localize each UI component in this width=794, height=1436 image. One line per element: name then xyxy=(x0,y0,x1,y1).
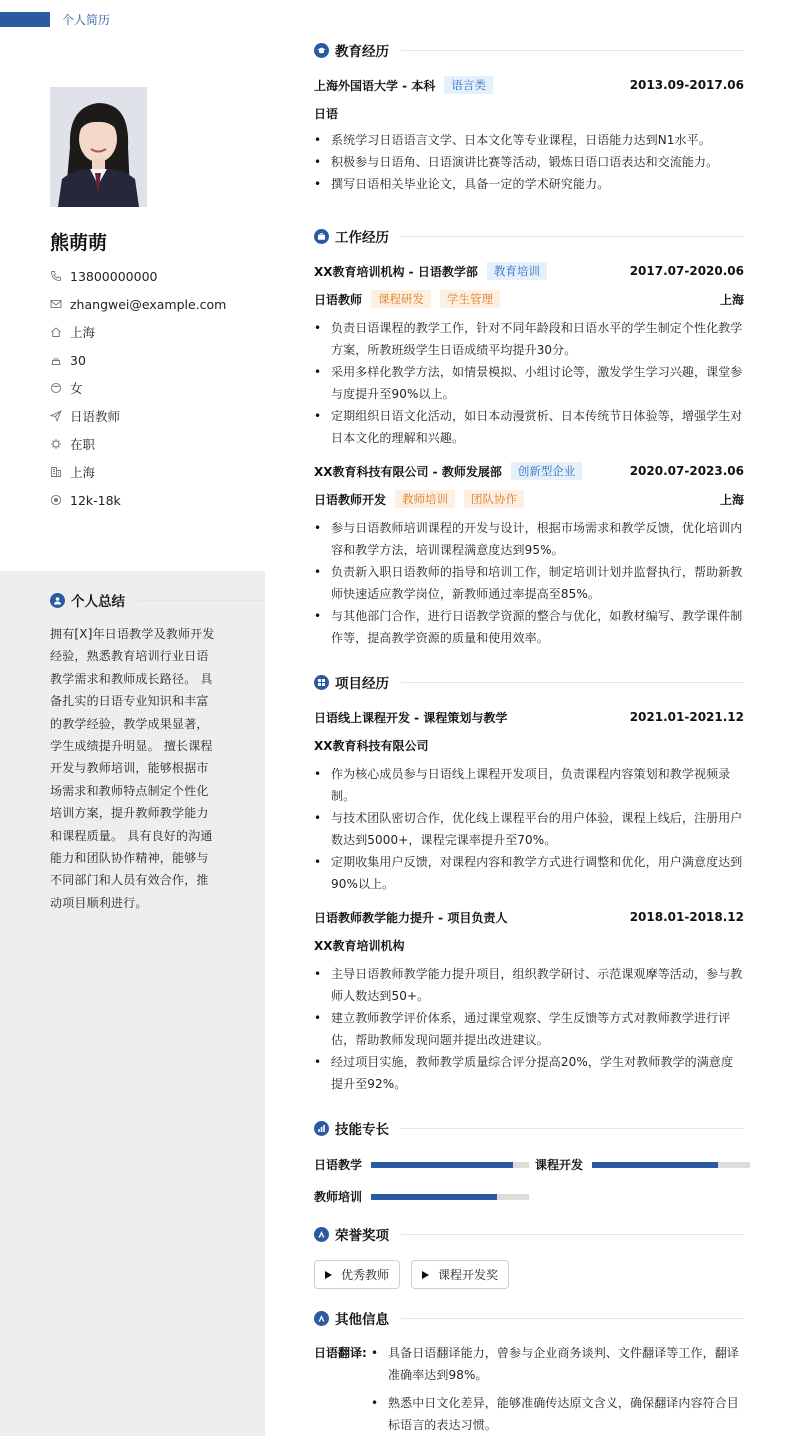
briefcase-icon xyxy=(314,229,329,244)
city-icon xyxy=(50,466,62,478)
skill-bar-track xyxy=(371,1194,529,1200)
gender-icon xyxy=(50,382,62,394)
info-phone-text: 13800000000 xyxy=(70,268,158,284)
info-phone xyxy=(50,262,260,290)
education-title: 教育经历 xyxy=(335,44,389,60)
project-2-header xyxy=(314,903,744,931)
work-heading xyxy=(314,226,744,246)
info-gender xyxy=(50,374,260,402)
skill-name: 教师培训 xyxy=(314,1190,363,1204)
info-email-text: zhangwei@example.com xyxy=(70,296,227,312)
job-1 xyxy=(314,257,744,449)
school-tag: 语言类 xyxy=(444,76,493,94)
list-item: • 采用多样化教学方法，如情景模拟、小组讨论等，激发学生学习兴趣，课堂参与度提升至90%以上。 xyxy=(314,361,744,405)
project-2-bullets xyxy=(314,963,744,1095)
info-age xyxy=(50,346,260,374)
list-item: • 参与日语教师培训课程的开发与设计，根据市场需求和教学反馈，优化培训内容和教学方法，培训课程满意度达到95%。 xyxy=(314,517,744,561)
awards-divider xyxy=(401,1234,744,1235)
info-status xyxy=(50,430,260,458)
send-icon xyxy=(50,410,62,422)
list-item: • 经过项目实施，教师教学质量综合评分提高20%，学生对教师教学的满意度提升至92%。 xyxy=(314,1051,744,1095)
job-1-tag: 教育培训 xyxy=(487,262,547,280)
skill-bar-fill xyxy=(371,1194,497,1200)
other-label: 日语翻译: xyxy=(314,1346,367,1360)
awards-title: 荣誉奖项 xyxy=(335,1228,389,1244)
info-age-text: 30 xyxy=(70,352,86,368)
work-divider xyxy=(401,236,744,237)
other-title: 其他信息 xyxy=(335,1312,389,1328)
age-icon xyxy=(50,354,62,366)
projects-divider xyxy=(401,682,744,683)
skill-bar-track xyxy=(371,1162,529,1168)
list-item: • 建立教师教学评价体系，通过课堂观察、学生反馈等方式对教师教学进行评估，帮助教师发现问题并提出改进建议。 xyxy=(314,1007,744,1051)
job-2-skill-tag: 教师培训 xyxy=(395,490,455,508)
info-salary xyxy=(50,486,260,514)
info-city xyxy=(50,458,260,486)
list-item: • 负责新入职日语教师的指导和培训工作，制定培训计划并监督执行，帮助新教师快速适应教学岗位，新教师通过率提高至85%。 xyxy=(314,561,744,605)
project-1-header xyxy=(314,703,744,731)
job-1-skill-tag: 学生管理 xyxy=(440,290,500,308)
award-chip[interactable] xyxy=(314,1260,400,1289)
list-item: • 主导日语教师教学能力提升项目，组织教学研讨、示范课观摩等活动，参与教师人数达到50+。 xyxy=(314,963,744,1007)
summary-heading xyxy=(50,590,265,610)
project-2-org-row xyxy=(314,931,744,959)
work-section xyxy=(314,226,744,649)
education-major-row xyxy=(314,99,744,127)
project-1-org-row xyxy=(314,731,744,759)
info-gender-text: 女 xyxy=(70,381,83,396)
skill-bar-fill xyxy=(371,1162,513,1168)
summary-text: 拥有[X]年日语教学及教师开发经验，熟悉教育培训行业日语教学需求和教师成长路径。 具备扎实的日语专业知识和丰富的教学经验，教学成果显著，学生成绩提升明显。 擅长课程开发与教师培训，能够根据市场需求和教师特点制定个性化培训方案，提升教师教学能力和课程质量。 具有良好的沟通能力和团队协作精神，能够与不同部门和人员有效合作，推动项目顺利进行。 xyxy=(50,627,215,910)
salary-icon xyxy=(50,494,62,506)
education-period: 2013.09-2017.06 xyxy=(629,78,744,92)
info-icon xyxy=(314,1311,329,1326)
skill-name: 课程开发 xyxy=(535,1158,584,1172)
job-2-header xyxy=(314,457,744,485)
project-2 xyxy=(314,903,744,1095)
job-2-skill-tag: 团队协作 xyxy=(464,490,524,508)
skill-item xyxy=(314,1156,529,1173)
project-2-org: XX教育培训机构 xyxy=(314,938,405,953)
summary-divider xyxy=(137,600,265,601)
avatar-illustration xyxy=(50,87,147,207)
graduation-cap-icon xyxy=(314,43,329,58)
info-salary-text: 12k-18k xyxy=(70,492,121,508)
info-position xyxy=(50,402,260,430)
awards-heading xyxy=(314,1224,744,1244)
left-sidebar xyxy=(0,0,265,1436)
contact-info-list xyxy=(50,262,260,514)
award-label: 优秀教师 xyxy=(341,1268,390,1282)
info-city-text: 上海 xyxy=(70,465,96,480)
project-1 xyxy=(314,703,744,895)
list-item: • 撰写日语相关毕业论文，具备一定的学术研究能力。 xyxy=(314,173,744,195)
award-chip[interactable] xyxy=(411,1260,509,1289)
job-2-bullets xyxy=(314,517,744,649)
list-item: • 与技术团队密切合作，优化线上课程平台的用户体验，课程上线后，注册用户数达到5000+，课程完课率提升至70%。 xyxy=(314,807,744,851)
project-1-period: 2021.01-2021.12 xyxy=(629,710,744,724)
skill-item xyxy=(314,1188,529,1205)
skills-heading xyxy=(314,1118,744,1138)
job-2-period: 2020.07-2023.06 xyxy=(629,464,744,478)
projects-heading xyxy=(314,672,744,692)
job-1-period: 2017.07-2020.06 xyxy=(629,264,744,278)
header-accent-bar xyxy=(0,12,50,27)
avatar xyxy=(50,87,147,207)
job-1-bullets xyxy=(314,317,744,449)
awards-section xyxy=(314,1224,744,1244)
school-name: 上海外国语大学 - 本科 xyxy=(314,78,436,93)
user-icon xyxy=(50,593,65,608)
other-divider xyxy=(401,1318,744,1319)
projects-section xyxy=(314,672,744,1095)
list-item: • 负责日语课程的教学工作，针对不同年龄段和日语水平的学生制定个性化教学方案，所教班级学生日语成绩平均提升30分。 xyxy=(314,317,744,361)
award-icon xyxy=(314,1227,329,1242)
education-row xyxy=(314,71,744,99)
skill-bar-track xyxy=(592,1162,750,1168)
play-icon xyxy=(422,1271,429,1279)
work-title: 工作经历 xyxy=(335,230,389,246)
home-icon xyxy=(50,326,62,338)
info-home-text: 上海 xyxy=(70,325,96,340)
project-1-org: XX教育科技有限公司 xyxy=(314,738,429,753)
project-2-period: 2018.01-2018.12 xyxy=(629,910,744,924)
education-heading xyxy=(314,40,744,60)
award-label: 课程开发奖 xyxy=(438,1268,499,1282)
grid-icon xyxy=(314,675,329,690)
job-2 xyxy=(314,457,744,649)
education-divider xyxy=(401,50,744,51)
projects-title: 项目经历 xyxy=(335,676,389,692)
play-icon xyxy=(325,1271,332,1279)
list-item: • 定期收集用户反馈，对课程内容和教学方式进行调整和优化，用户满意度达到90%以上。 xyxy=(314,851,744,895)
list-item: • 具备日语翻译能力，曾参与企业商务谈判、文件翻译等工作，翻译准确率达到98%。 xyxy=(371,1342,744,1386)
candidate-name: 熊萌萌 xyxy=(50,232,108,254)
project-1-bullets xyxy=(314,763,744,895)
skill-name: 日语教学 xyxy=(314,1158,363,1172)
skills-title: 技能专长 xyxy=(335,1122,389,1138)
job-2-company: XX教育科技有限公司 - 教师发展部 xyxy=(314,464,502,479)
skills-section xyxy=(314,1118,744,1138)
other-row xyxy=(314,1342,744,1436)
project-2-name: 日语教师教学能力提升 - 项目负责人 xyxy=(314,910,508,925)
list-item: • 与其他部门合作，进行日语教学资源的整合与优化，如教材编写、教学课件制作等，提高教学资源的质量和使用效率。 xyxy=(314,605,744,649)
other-heading xyxy=(314,1308,744,1328)
info-status-text: 在职 xyxy=(70,437,96,452)
job-1-role: 日语教师 xyxy=(314,292,363,307)
skill-item xyxy=(535,1156,750,1173)
education-major: 日语 xyxy=(314,106,339,121)
job-1-location: 上海 xyxy=(719,292,744,307)
list-item: • 定期组织日语文化活动，如日本动漫赏析、日本传统节日体验等，增强学生对日本文化的理解和兴趣。 xyxy=(314,405,744,449)
education-section xyxy=(314,40,744,195)
job-2-role-row xyxy=(314,485,744,513)
mail-icon xyxy=(50,298,62,310)
education-bullets xyxy=(314,129,744,195)
job-1-header xyxy=(314,257,744,285)
summary-title: 个人总结 xyxy=(71,594,125,610)
info-email xyxy=(50,290,260,318)
job-2-role: 日语教师开发 xyxy=(314,492,387,507)
info-position-text: 日语教师 xyxy=(70,409,121,424)
bar-chart-icon xyxy=(314,1121,329,1136)
list-item: • 系统学习日语语言文学、日本文化等专业课程，日语能力达到N1水平。 xyxy=(314,129,744,151)
resume-label: 个人简历 xyxy=(62,13,111,27)
skills-divider xyxy=(401,1128,744,1129)
list-item: • 作为核心成员参与日语线上课程开发项目，负责课程内容策划和教学视频录制。 xyxy=(314,763,744,807)
job-2-location: 上海 xyxy=(719,492,744,507)
job-1-skill-tag: 课程研发 xyxy=(371,290,431,308)
status-icon xyxy=(50,438,62,450)
list-item: • 积极参与日语角、日语演讲比赛等活动，锻炼日语口语表达和交流能力。 xyxy=(314,151,744,173)
project-1-name: 日语线上课程开发 - 课程策划与教学 xyxy=(314,710,508,725)
list-item: • 熟悉中日文化差异，能够准确传达原文含义，确保翻译内容符合目标语言的表达习惯。 xyxy=(371,1392,744,1436)
skill-bar-fill xyxy=(592,1162,718,1168)
other-section xyxy=(314,1308,744,1436)
phone-icon xyxy=(50,270,62,282)
job-1-role-row xyxy=(314,285,744,313)
job-2-tag: 创新型企业 xyxy=(511,462,583,480)
other-bullets xyxy=(371,1342,744,1436)
job-1-company: XX教育培训机构 - 日语教学部 xyxy=(314,264,478,279)
info-home xyxy=(50,318,260,346)
